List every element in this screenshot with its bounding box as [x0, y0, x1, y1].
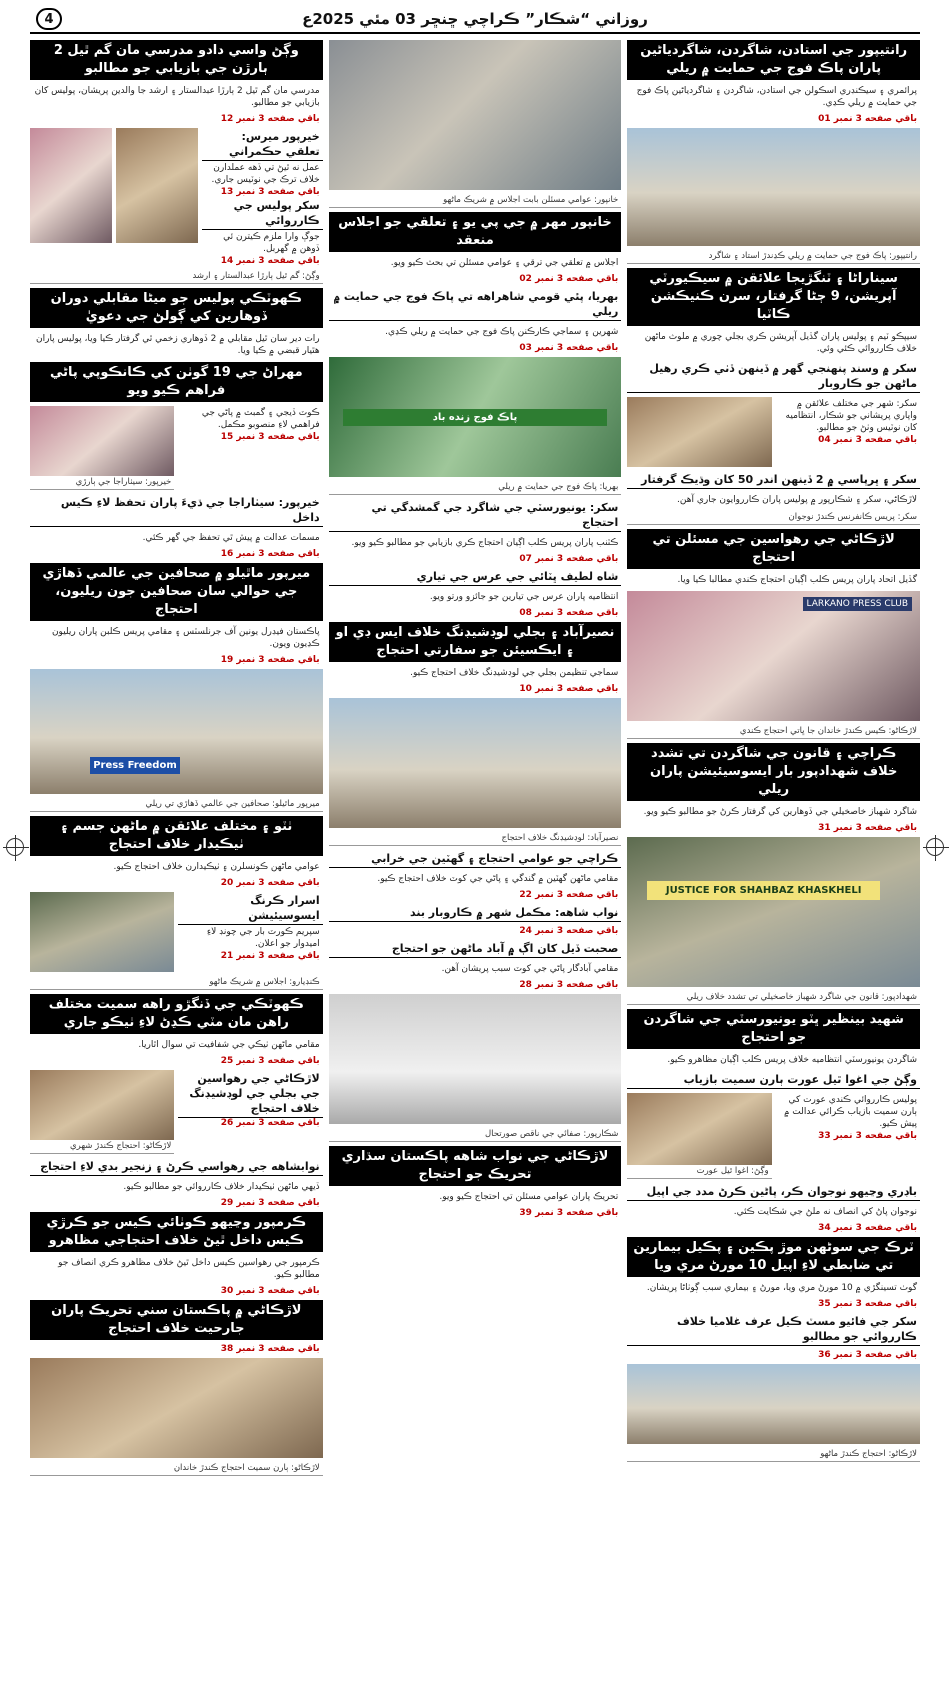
- headline: ٺٽو ۽ مختلف علائقن ۾ ماڻهن جسم ۽ ٺيڪيدار خلاف احتجاج: [30, 816, 323, 856]
- story-text: تحريڪ پاران عوامي مسئلن تي احتجاج ڪيو ويو.: [439, 1192, 619, 1202]
- subheadline: سکر: يونيورسٽي جي شاگرد جي گمشدگي تي احتجاج: [329, 499, 622, 532]
- story-text: سماجي تنظيمن بجلي جي لوڊشيڊنگ خلاف احتجاج ڪيو.: [410, 668, 619, 678]
- story-text: گوٺ تسينگڙي ۾ 10 مورڻ مري ويا، مورڻ ۽ بيماري سبب ڳوٺاڻا پريشان.: [646, 1283, 917, 1293]
- photo-caption: شڪارپور: صفائي جي ناقص صورتحال: [329, 1128, 622, 1142]
- registration-mark-icon: [6, 838, 24, 856]
- photo-caption: نصيرآباد: لوڊشيڊنگ خلاف احتجاج: [329, 832, 622, 846]
- continuation-note: باقي صفحه 3 نمبر 16: [220, 549, 320, 559]
- continuation-note: باقي صفحه 3 نمبر 30: [220, 1286, 320, 1296]
- story-text: عمل نه ٿيڻ تي ڏهه عملدارن خلاف ترڪ جي نوٽيس جاري.: [211, 163, 320, 185]
- story-text: ڪٽنب پاران پريس ڪلب اڳيان احتجاج ڪري بازيابي جو مطالبو ڪيو ويو.: [351, 538, 619, 548]
- story-text: شاگرد شهباز خاصخيلي جي ڏوهارين کي گرفتار ڪرڻ جو مطالبو ڪيو ويو.: [643, 807, 917, 817]
- continuation-note: باقي صفحه 3 نمبر 04: [818, 435, 917, 445]
- photo-meeting: [30, 892, 174, 972]
- headline: ڪراچي ۽ قانون جي شاگردن تي تشدد خلاف شهدادپور بار ايسوسيئيشن پاران ريلي: [627, 743, 920, 801]
- continuation-note: باقي صفحه 3 نمبر 07: [519, 554, 619, 564]
- headline: خانپور مهر ۾ جي پي يو ۽ تعلقي جو اجلاس منعقد: [329, 212, 622, 252]
- registration-mark-icon: [926, 838, 944, 856]
- columns: [30, 40, 920, 1685]
- story-text: شاگردن يونيورسٽي انتظاميه خلاف پريس ڪلب اڳيان مظاهرو ڪيو.: [667, 1055, 917, 1065]
- photo-woman: [627, 1093, 771, 1165]
- story-text: شهرين ۽ سماجي ڪارڪنن پاڪ فوج جي حمايت ۾ ريلي ڪڍي.: [385, 327, 619, 337]
- subheadline: سکر جي فائيو مسٽ ڪيل عرف غلاميا خلاف ڪارروائي جو مطالبو: [627, 1313, 920, 1346]
- continuation-note: باقي صفحه 3 نمبر 15: [220, 432, 320, 442]
- photo-caption: وڳڻ: گم ٿيل ٻارڙا عبدالستار ۽ ارشد: [30, 270, 323, 284]
- continuation-note: باقي صفحه 3 نمبر 02: [519, 274, 619, 284]
- masthead: [30, 6, 920, 34]
- continuation-note: باقي صفحه 3 نمبر 26: [220, 1118, 320, 1128]
- column-left: [30, 40, 323, 1685]
- subheadline: صحبت ڏيل کان اڳ ۾ آباد ماڻهن جو احتجاج: [329, 940, 622, 958]
- story-text: نوجوان پاڻ کي انصاف نه ملڻ جي شڪايت ڪئي.: [733, 1207, 917, 1217]
- subheadline: شاه لطيف ڀٽائي جي عرس جي تياري: [329, 568, 622, 586]
- story-text: مقامي ماڻهن گهٽين ۾ گندگي ۽ پاڻي جي کوٽ خلاف احتجاج ڪيو.: [377, 874, 619, 884]
- photo-meeting: [329, 40, 622, 190]
- continuation-note: باقي صفحه 3 نمبر 24: [519, 926, 619, 936]
- story-text: مسمات عدالت ۾ پيش ٿي تحفظ جي گهر ڪئي.: [142, 533, 320, 543]
- press-freedom-banner: Press Freedom: [90, 757, 180, 774]
- photo-protest: [627, 1364, 920, 1444]
- continuation-note: باقي صفحه 3 نمبر 39: [519, 1208, 619, 1218]
- photo-caption: وڳڻ: اغوا ٿيل عورت: [627, 1165, 771, 1179]
- subheadline: لاڙڪاڻي جي رهواسين جي بجلي جي لوڊشيڊنگ خلاف احتجاج: [178, 1070, 322, 1118]
- column-right: [627, 40, 920, 1685]
- story-text: گڏيل اتحاد پاران پريس ڪلب اڳيان احتجاج ڪندي مطالبا ڪيا ويا.: [677, 575, 917, 585]
- headline: لاڙڪاڻي ۾ پاڪستان سني تحريڪ پاران جارحيت خلاف احتجاج: [30, 1300, 323, 1340]
- press-club-sign: LARKANO PRESS CLUB: [803, 597, 912, 611]
- story-text: ڏيهي ماڻهن ٺيڪيدار خلاف ڪارروائي جو مطالبو ڪيو.: [123, 1182, 320, 1192]
- photo-caption: رانتيپور: پاڪ فوج جي حمايت ۾ ريلي ڪڍندڙ استاد ۽ شاگرد: [627, 250, 920, 264]
- subheadline: نواب شاهه: مڪمل شهر ۾ ڪاروبار بند: [329, 904, 622, 922]
- subheadline: سکر ۽ ڀرپاسي ۾ 2 ڏينهن اندر 50 کان وڌيڪ گرفتار: [627, 471, 920, 489]
- photo-justice-rally: [627, 837, 920, 987]
- story-text: پاڪستان فيڊرل يونين آف جرنلسٽس ۽ مقامي پريس ڪلبن پاران ريليون ڪڍيون ويون.: [51, 627, 320, 649]
- continuation-note: باقي صفحه 3 نمبر 34: [818, 1223, 917, 1233]
- headline: ڪرمپور وڃيهو ڪوٺائي ڪيس جو ڪرڙي ڪيس داخل ٿيڻ خلاف احتجاجي مظاهرو: [30, 1212, 323, 1252]
- subheadline: سکر پوليس جي ڪارروائي: [202, 197, 322, 230]
- story-text: ڪرمپور جي رهواسين ڪيس داخل ٿيڻ خلاف مظاهرو ڪري انصاف جو مطالبو ڪيو.: [58, 1258, 320, 1280]
- photo-caption: لاڙڪاڻو: احتجاج ڪندڙ شهري: [30, 1140, 174, 1154]
- subheadline: خيرپور ميرس: تعلقي حڪمراني: [202, 128, 322, 161]
- story-text: اجلاس ۾ تعلقي جي ترقي ۽ عوامي مسئلن تي بحث ڪيو ويو.: [390, 258, 619, 268]
- story-text: مدرسي مان گم ٿيل 2 ٻارڙا عبدالستار ۽ ارشد جا والدين پريشان، پوليس کان بازيابي جو مطالبو.: [34, 86, 320, 108]
- headline: شهيد بينظير ڀٽو يونيورسٽي جي شاگردن جو احتجاج: [627, 1009, 920, 1049]
- photo-caption: بهريا: پاڪ فوج جي حمايت ۾ ريلي: [329, 481, 622, 495]
- photo-rally: [627, 128, 920, 246]
- continuation-note: باقي صفحه 3 نمبر 31: [818, 823, 917, 833]
- headline: ميرپور ماٿيلو ۾ صحافين جي عالمي ڏهاڙي جي حوالي سان صحافين جون ريليون، احتجاج: [30, 563, 323, 621]
- subheadline: سکر ۾ وسند پنهنجي گهر ۾ ڏينهن ڏٺي ڪري رهيل ماڻهن جو ڪاروبار: [627, 360, 920, 393]
- story-text: انتظاميه پاران عرس جي تيارين جو جائزو ورتو ويو.: [429, 592, 619, 602]
- rally-banner: پاڪ فوج زنده باد: [343, 409, 608, 426]
- story-text: سکر: شهر جي مختلف علائقن ۾ واپاري پريشاني جو شڪار، انتظاميه کان نوٽيس وٺڻ جو مطالبو.: [785, 399, 917, 433]
- subheadline: خيرپور: سيٺاراجا جي ڌيءَ پاران تحفظ لاءِ ڪيس داخل: [30, 494, 323, 527]
- photo-caption: خيرپور: سيٺاراجا جي ٻارڙي: [30, 476, 174, 490]
- headline: نصيرآباد ۽ بجلي لوڊشيڊنگ خلاف ايس ڊي او ۽ ايڪسيئن جو سفارتي احتجاج: [329, 622, 622, 662]
- photo-caption: شهدادپور: قانون جي شاگرد شهباز خاصخيلي تي تشدد خلاف ريلي: [627, 991, 920, 1005]
- story-text: پوليس ڪارروائي ڪندي عورت کي ٻارن سميت بازياب ڪرائي عدالت ۾ پيش ڪيو.: [784, 1095, 917, 1129]
- headline: مهراڻ جي 19 گوٺن کي ڪانڪوپي پاڻي فراهم ڪيو ويو: [30, 362, 323, 402]
- headline: وڳڻ واسي دادو مدرسي مان گم ٿيل 2 ٻارڙن جي بازيابي جو مطالبو: [30, 40, 323, 80]
- headline: لاڙڪاڻي جي رهواسين جي مسئلن تي احتجاج: [627, 529, 920, 569]
- headline: سيناراڻا ۽ ٽنگڙيجا علائقن ۾ سيڪيورٽي آپريشن، 9 ڄڻا گرفتار، سرن ڪنيڪشن ڪاٽيا: [627, 268, 920, 326]
- column-middle: [329, 40, 622, 1685]
- continuation-note: باقي صفحه 3 نمبر 38: [220, 1344, 320, 1354]
- headline: ڪهوٽڪي جي ڏنگڙو راهه سميت مختلف راهن مان مٽي ڪڍڻ لاءِ ٺيڪو جاري: [30, 994, 323, 1034]
- photo-caption: لاڙڪاڻو: ڪيس ڪندڙ خاندان جا ڀاتي احتجاج ڪندي: [627, 725, 920, 739]
- story-text: مقامي آبادگار پاڻي جي کوٽ سبب پريشان آهن.: [441, 964, 619, 974]
- continuation-note: باقي صفحه 3 نمبر 19: [220, 655, 320, 665]
- photo-child: [30, 128, 112, 243]
- headline: لاڙڪاڻي جي نواب شاهه پاڪستان سڌاري تحريڪ جو احتجاج: [329, 1146, 622, 1186]
- continuation-note: باقي صفحه 3 نمبر 22: [519, 890, 619, 900]
- story-text: لاڙڪاڻي، سکر ۽ شڪارپور ۾ پوليس پاران ڪارروايون جاري آهن.: [677, 495, 917, 505]
- photo-portrait: [627, 397, 771, 467]
- photo-caption: ڪنڊيارو: اجلاس ۾ شريڪ ماڻهو: [30, 976, 323, 990]
- photo-caption: لاڙڪاڻو: ٻارن سميت احتجاج ڪندڙ خاندان: [30, 1462, 323, 1476]
- subheadline: اسرار ڪرنگ ايسوسيئيشن: [178, 892, 322, 925]
- photo-family-protest: [30, 1358, 323, 1458]
- continuation-note: باقي صفحه 3 نمبر 29: [220, 1198, 320, 1208]
- subheadline: وڳڻ جي اغوا ٿيل عورت ٻارن سميت بازياب: [627, 1071, 920, 1089]
- photo-protest: [329, 698, 622, 828]
- continuation-note: باقي صفحه 3 نمبر 35: [818, 1299, 917, 1309]
- headline: رانتيپور جي استادن، شاگردن، شاگردياڻين پاران پاڪ فوج جي حمايت ۾ ريلي: [627, 40, 920, 80]
- photo-journalists-rally: [30, 669, 323, 794]
- photo-caption: ميرپور ماٿيلو: صحافين جي عالمي ڏهاڙي تي ريلي: [30, 798, 323, 812]
- story-text: پرائمري ۽ سيڪنڊري اسڪولن جي استادن، شاگردن ۽ شاگردياڻين پاڪ فوج جي حمايت ۾ ريلي ڪڍي.: [636, 86, 917, 108]
- photo-press-club: [627, 591, 920, 721]
- photo-child: [116, 128, 198, 243]
- story-text: سيپڪو ٽيم ۽ پوليس پاران گڏيل آپريشن ڪري بجلي چوري ۾ ملوث ماڻهن خلاف ڪارروائي ڪئي وئي.: [644, 332, 917, 354]
- headline: ٽرڪ جي سوڻهن موڙ پڪين ۽ پڪيل بيمارين تي ضابطي لاءِ اپيل 10 مورڻ مري ويا: [627, 1237, 920, 1277]
- continuation-note: باقي صفحه 3 نمبر 20: [220, 878, 320, 888]
- story-text: مقامي ماڻهن ٺيڪي جي شفافيت تي سوال اٿاريا.: [138, 1040, 320, 1050]
- continuation-note: باقي صفحه 3 نمبر 33: [818, 1131, 917, 1141]
- story-text: عوامي ماڻهن ڪونسلرن ۽ ٺيڪيدارن خلاف احتجاج ڪيو.: [113, 862, 320, 872]
- continuation-note: باقي صفحه 3 نمبر 21: [220, 951, 320, 961]
- story-text: جوڳ وارا ملزم ڪيترن ئي ڏوهن ۾ گهربل.: [223, 232, 320, 254]
- continuation-note: باقي صفحه 3 نمبر 12: [220, 114, 320, 124]
- continuation-note: باقي صفحه 3 نمبر 28: [519, 980, 619, 990]
- photo-caption: سکر: پريس ڪانفرنس ڪندڙ نوجوان: [627, 511, 920, 525]
- justice-banner: JUSTICE FOR SHAHBAZ KHASKHELI: [647, 881, 880, 900]
- page-number: 4: [36, 8, 62, 30]
- subheadline: باڊري وڃيهو نوجوان ڪر، پاڻين ڪرڻ مدد جي اپيل: [627, 1183, 920, 1201]
- photo-girl: [30, 406, 174, 476]
- continuation-note: باقي صفحه 3 نمبر 08: [519, 608, 619, 618]
- continuation-note: باقي صفحه 3 نمبر 03: [519, 343, 619, 353]
- story-text: سپريم ڪورٽ بار جي چونڊ لاءِ اميدوار جو اعلان.: [206, 927, 320, 949]
- continuation-note: باقي صفحه 3 نمبر 36: [818, 1350, 917, 1360]
- photo-caption: خانپور: عوامي مسئلن بابت اجلاس ۾ شريڪ ماڻهو: [329, 194, 622, 208]
- photo-caption: لاڙڪاڻو: احتجاج ڪندڙ ماڻهو: [627, 1448, 920, 1462]
- continuation-note: باقي صفحه 3 نمبر 10: [519, 684, 619, 694]
- photo-man: [30, 1070, 174, 1140]
- story-text: رات دير سان ٿيل مقابلي ۾ 2 ڏوهاري زخمي ٿي گرفتار ڪيا ويا، پوليس پاران هٿيار قبضي ۾ ڪيا ويا.: [35, 334, 320, 356]
- continuation-note: باقي صفحه 3 نمبر 25: [220, 1056, 320, 1066]
- headline: ڪهوٽڪي پوليس جو ميڻا مقابلي دوران ڏوهارين کي ڳولڻ جي دعويٰ: [30, 288, 323, 328]
- continuation-note: باقي صفحه 3 نمبر 14: [220, 256, 320, 266]
- subheadline: ڪراچي جو عوامي احتجاج ۽ گهٽين جي خرابي: [329, 850, 622, 868]
- masthead-title: روزاني “شڪار” ڪراچي ڇنڇر 03 مئي 2025ع: [302, 10, 648, 28]
- photo-army-rally: [329, 357, 622, 477]
- continuation-note: باقي صفحه 3 نمبر 01: [818, 114, 917, 124]
- story-text: ڪوٽ ڏيجي ۽ گمبٽ ۾ پاڻي جي فراهمي لاءِ منصوبو مڪمل.: [201, 408, 320, 430]
- subheadline: بهريا، پئي قومي شاهراهه تي پاڪ فوج جي حمايت ۾ ريلي: [329, 288, 622, 321]
- continuation-note: باقي صفحه 3 نمبر 13: [220, 187, 320, 197]
- subheadline: نوابشاهه جي رهواسي ڪرڻ ۽ زنجير بدي لاءِ احتجاج: [30, 1158, 323, 1176]
- photo-site: [329, 994, 622, 1124]
